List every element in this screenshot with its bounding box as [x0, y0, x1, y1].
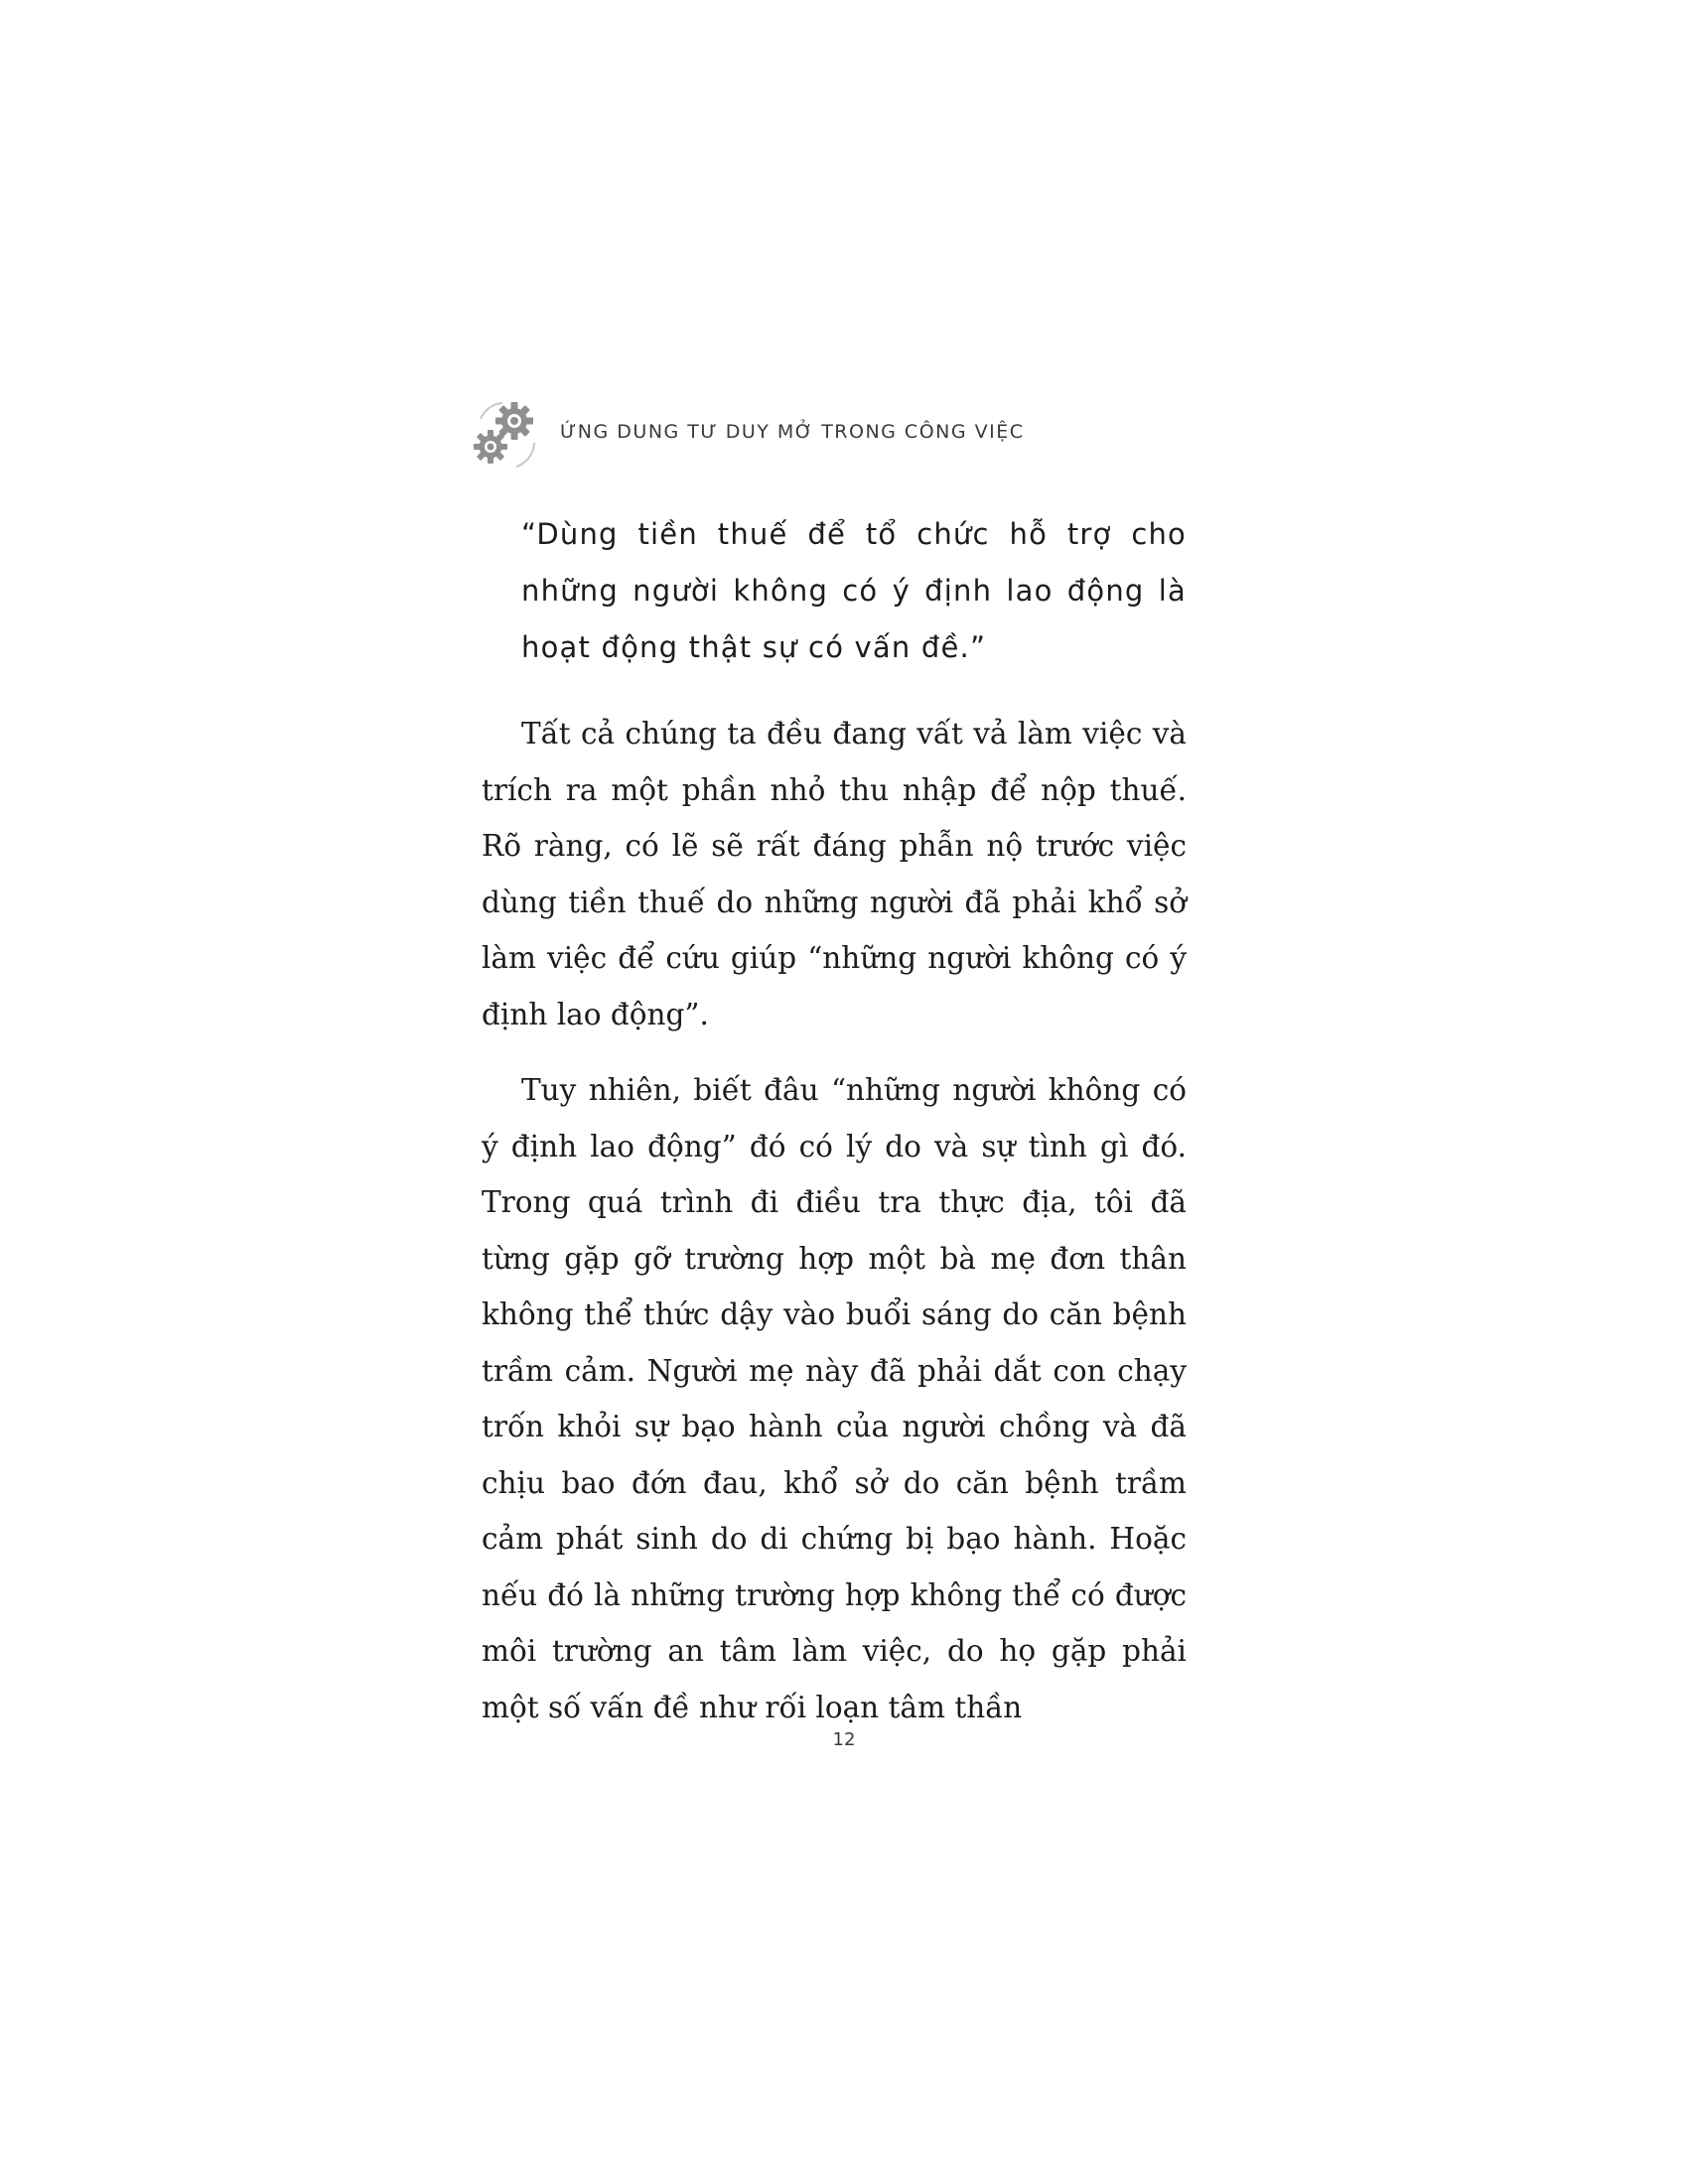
page-header — [469, 397, 1223, 477]
pull-quote: “Dùng tiền thuế để tổ chức hỗ trợ cho những người không có ý định lao động là hoạt động thật sự có vấn đề.” — [521, 517, 1187, 664]
gears-icon — [469, 397, 544, 473]
body-paragraph: Tuy nhiên, biết đâu “những người không có ý định lao động” đó có lý do và sự tình gì đó. Trong quá trình đi điều tra thực địa, tôi đã từng gặp gỡ trường hợp một bà mẹ đơn thân không thể thức dậy vào buổi sáng do căn bệnh trầm cảm. Người mẹ này đã phải dắt con chạy trốn khỏi sự bạo hành của người chồng và đã chịu bao đớn đau, khổ sở do căn bệnh trầm cảm phát sinh do di chứng bị bạo hành. Hoặc nếu đó là những trường hợp không thể có được môi trường an tâm làm việc, do họ gặp phải một số vấn đề như rối loạn tâm thần — [482, 1073, 1187, 1724]
page-number: 12 — [832, 1729, 856, 1750]
running-head: ỨNG DUNG TƯ DUY MỞ TRONG CÔNG VIỆC — [560, 421, 1025, 443]
body-paragraph: Tất cả chúng ta đều đang vất vả làm việc và trích ra một phần nhỏ thu nhập để nộp thuế. Rõ ràng, có lẽ sẽ rất đáng phẫn nộ trước việc dùng tiền thuế do những người đã phải khổ sở làm việc để cứu giúp “những người không có ý định lao động”. — [482, 717, 1187, 1031]
page-body — [482, 506, 1187, 1755]
